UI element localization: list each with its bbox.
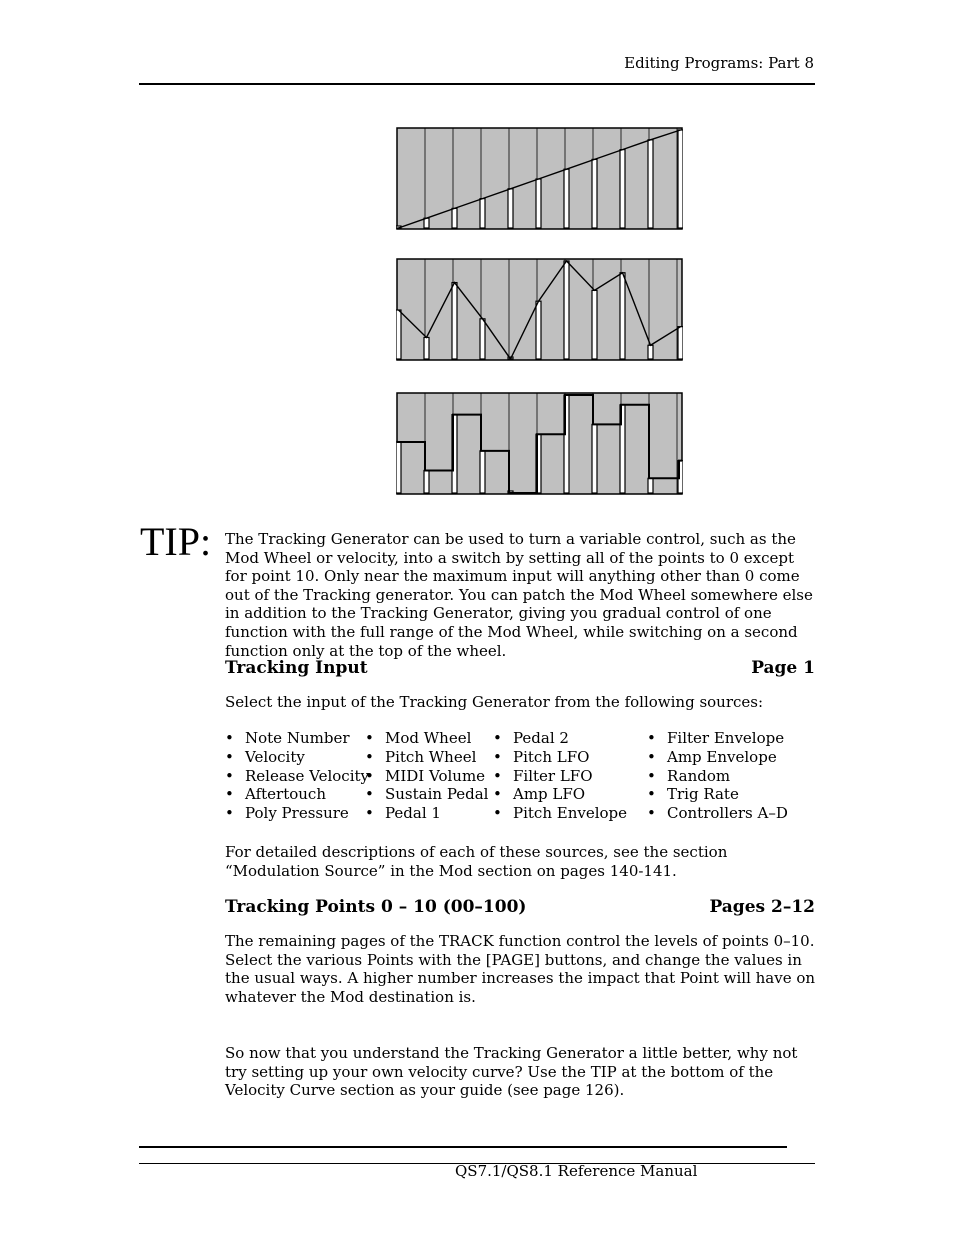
source-list-col-3 (493, 729, 627, 823)
bar-point-7 (592, 290, 597, 359)
list-item: • Pedal 2 (493, 729, 627, 748)
bar-point-1 (424, 470, 429, 493)
list-item: • Filter LFO (493, 767, 627, 786)
bar-point-10 (678, 130, 683, 228)
bar-point-8 (620, 273, 625, 359)
list-item: • Random (647, 767, 788, 786)
list-item: • Amp LFO (493, 785, 627, 804)
bar-point-8 (620, 150, 625, 228)
list-item: • Velocity (225, 748, 369, 767)
bar-point-1 (424, 337, 429, 359)
bar-point-5 (536, 179, 541, 228)
bar-point-0 (396, 442, 401, 493)
source-list-col-2 (365, 729, 488, 823)
list-item: • Filter Envelope (647, 729, 788, 748)
bar-point-1 (424, 218, 429, 228)
list-item: • Pitch Wheel (365, 748, 488, 767)
bar-point-9 (648, 345, 653, 359)
chart-stepped-svg (396, 392, 683, 495)
list-item: • Amp Envelope (647, 748, 788, 767)
tracking-input-title: Tracking Input (225, 658, 368, 678)
bar-point-0 (396, 310, 401, 359)
bar-point-5 (536, 301, 541, 359)
closing-text: So now that you understand the Tracking Generator a little better, why not try setting up your own velocity curve? Use the TIP at the bottom of the Velocity Curve section as your guide (see page 126). (225, 1044, 798, 1100)
bar-point-3 (480, 199, 485, 228)
tracking-points-title: Tracking Points 0 – 10 (00–100) (225, 897, 527, 917)
tip-label: TIP: (140, 519, 212, 564)
bar-point-4 (508, 189, 513, 228)
list-item: • Trig Rate (647, 785, 788, 804)
tip-text: The Tracking Generator can be used to turn a variable control, such as the Mod Wheel or velocity, into a switch by setting all of the points to 0 except for point 10. Only near the maximum input will anything other than 0 come out of the Tracking generator. You can patch the Mod Wheel somewhere else in addition to the Tracking Generator, giving you gradual control of one function with the full range of the Mod Wheel, while switching on a second function only at the top of the wheel. (225, 530, 813, 660)
bar-point-6 (564, 169, 569, 228)
tracking-input-heading (225, 658, 815, 678)
list-item: • Poly Pressure (225, 804, 369, 823)
source-list-col-1 (225, 729, 369, 823)
tracking-curve-chart-random (396, 258, 683, 361)
list-item: • Controllers A–D (647, 804, 788, 823)
tracking-curve-chart-linear (396, 127, 683, 230)
footer-rule-thick (139, 1146, 787, 1148)
tracking-points-pages: Pages 2–12 (709, 897, 815, 917)
tracking-curve-chart-stepped (396, 392, 683, 495)
bar-point-2 (452, 283, 457, 359)
bar-point-7 (592, 159, 597, 228)
bar-point-9 (648, 478, 653, 493)
chart-random-svg (396, 258, 683, 361)
bar-point-9 (648, 140, 653, 228)
tracking-points-text: The remaining pages of the TRACK function control the levels of points 0–10. Select the various Points with the [PAGE] buttons, and change the values in the usual ways. A higher number increases the impact that Point will have on whatever the Mod destination is. (225, 932, 816, 1006)
list-item: • Mod Wheel (365, 729, 488, 748)
tracking-input-intro: Select the input of the Tracking Generator from the following sources: (225, 693, 764, 711)
list-item: • Release Velocity (225, 767, 369, 786)
bar-point-7 (592, 424, 597, 493)
chart-linear-svg (396, 127, 683, 230)
list-item: • MIDI Volume (365, 767, 488, 786)
bar-point-6 (564, 261, 569, 359)
running-head: Editing Programs: Part 8 (624, 54, 814, 72)
header-rule (139, 83, 815, 85)
bar-point-2 (452, 208, 457, 228)
tracking-input-note: For detailed descriptions of each of these sources, see the section “Modulation Source” in the Mod section on pages 140-141. (225, 843, 728, 880)
list-item: • Aftertouch (225, 785, 369, 804)
list-item: • Pitch Envelope (493, 804, 627, 823)
bar-point-10 (678, 327, 683, 359)
tracking-input-page: Page 1 (751, 658, 815, 678)
footer-title: QS7.1/QS8.1 Reference Manual (455, 1162, 698, 1180)
bar-point-3 (480, 319, 485, 359)
bar-point-3 (480, 451, 485, 493)
list-item: • Note Number (225, 729, 369, 748)
list-item: • Pedal 1 (365, 804, 488, 823)
tracking-points-heading (225, 897, 815, 917)
list-item: • Pitch LFO (493, 748, 627, 767)
list-item: • Sustain Pedal (365, 785, 488, 804)
source-list-col-4 (647, 729, 788, 823)
